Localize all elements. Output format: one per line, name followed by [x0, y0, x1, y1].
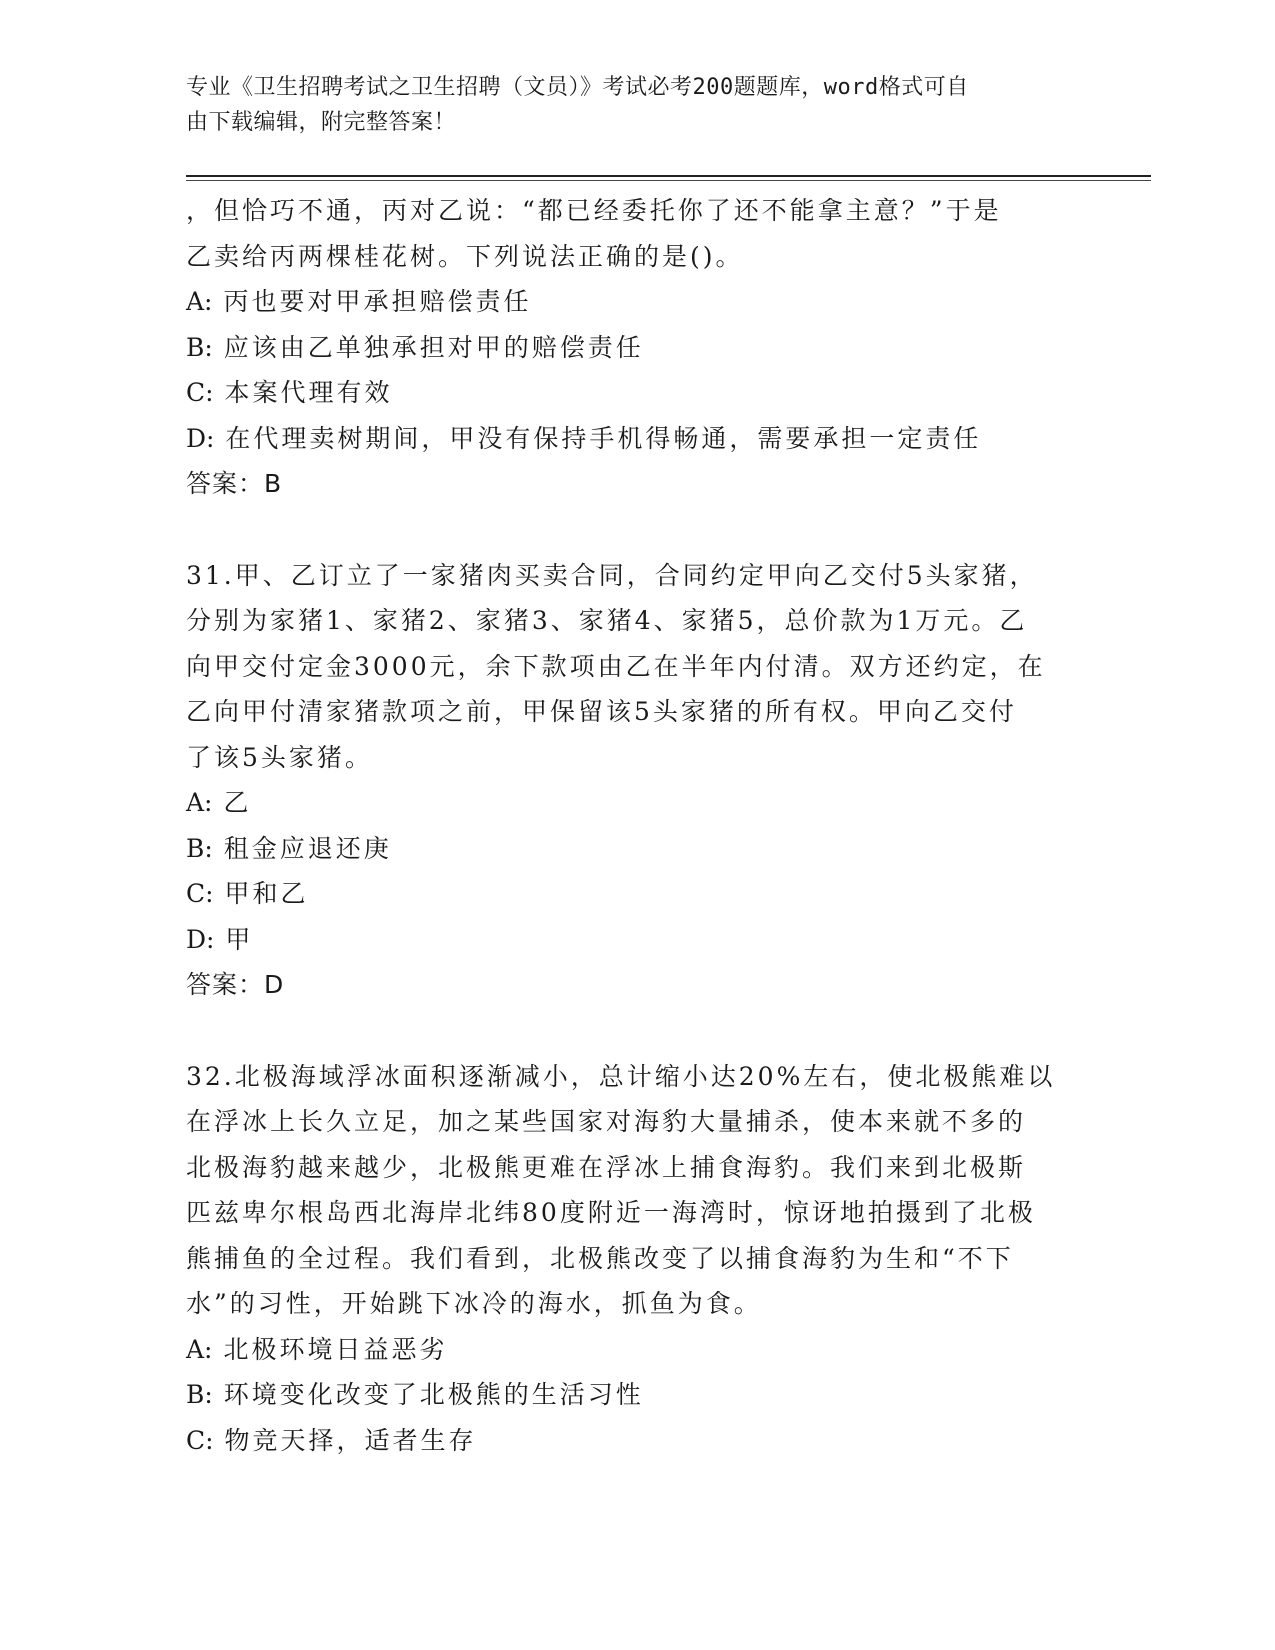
header-divider-thin [186, 180, 1151, 181]
answer-line: 答案：B [186, 469, 283, 498]
question-text-line: 乙卖给丙两棵桂花树。下列说法正确的是()。 [186, 241, 744, 271]
option-c [186, 871, 1086, 917]
option-text: 丙也要对甲承担赔偿责任 [223, 287, 532, 316]
option-letter: B: [186, 332, 213, 362]
question-block [186, 553, 1086, 1008]
question-text-line: 分别为家猪1、家猪2、家猪3、家猪4、家猪5，总价款为1万元。乙 [186, 606, 1028, 635]
option-text: 本案代理有效 [224, 378, 393, 407]
option-text: 环境变化改变了北极熊的生活习性 [223, 1380, 644, 1409]
option-d [186, 416, 1086, 462]
option-a [186, 1327, 1086, 1373]
question-text-line: 了该5头家猪。 [186, 742, 373, 772]
option-text: 租金应退还庚 [223, 833, 392, 863]
option-b [186, 325, 1086, 371]
question-text-line: 水”的习性，开始跳下冰冷的海水，抓鱼为食。 [186, 1289, 762, 1318]
question-text-line: 向甲交付定金3000元，余下款项由乙在半年内付清。双方还约定，在 [186, 651, 1046, 681]
option-text: 北极环境日益恶劣 [223, 1334, 448, 1364]
option-text: 乙 [223, 788, 252, 817]
option-text: 应该由乙单独承担对甲的赔偿责任 [223, 332, 644, 362]
option-letter: C: [186, 1425, 214, 1455]
option-c [186, 1418, 1086, 1464]
option-b [186, 1372, 1086, 1418]
option-letter: C: [186, 378, 214, 407]
option-letter: B: [186, 1380, 213, 1409]
option-letter: C: [186, 879, 214, 908]
answer-line: 答案：D [186, 970, 285, 999]
option-letter: D: [186, 924, 215, 954]
option-text: 甲和乙 [224, 879, 309, 908]
question-content [186, 188, 1086, 1463]
option-b [186, 826, 1086, 872]
header-line-1: 专业《卫生招聘考试之卫生招聘（文员）》考试必考200题题库，word格式可自 [186, 75, 969, 100]
option-c [186, 370, 1086, 416]
option-letter: A: [186, 287, 213, 316]
question-block [186, 188, 1086, 507]
option-text: 甲 [225, 924, 254, 954]
document-header [186, 70, 1066, 140]
option-letter: A: [186, 1334, 213, 1364]
option-d [186, 917, 1086, 963]
option-a [186, 279, 1086, 325]
option-letter: B: [186, 833, 213, 863]
question-block [186, 1054, 1086, 1464]
question-text-line: 31.甲、乙订立了一家猪肉买卖合同，合同约定甲向乙交付5头家猪， [186, 560, 1038, 590]
header-line-2: 由下载编辑，附完整答案！ [186, 110, 457, 135]
header-divider-thick [186, 175, 1151, 177]
option-text: 物竞天择，适者生存 [224, 1425, 477, 1455]
option-text: 在代理卖树期间，甲没有保持手机得畅通，需要承担一定责任 [225, 423, 982, 453]
question-text-line: ，但恰巧不通，丙对乙说：“都已经委托你了还不能拿主意？”于是 [186, 196, 1002, 225]
question-text-line: 匹兹卑尔根岛西北海岸北纬80度附近一海湾时，惊讶地拍摄到了北极 [186, 1198, 1036, 1227]
question-text-line: 北极海豹越来越少，北极熊更难在浮冰上捕食海豹。我们来到北极斯 [186, 1152, 1027, 1182]
question-text-line: 乙向甲付清家猪款项之前，甲保留该5头家猪的所有权。甲向乙交付 [186, 697, 1017, 726]
option-a [186, 780, 1086, 826]
question-text-line: 在浮冰上长久立足，加之某些国家对海豹大量捕杀，使本来就不多的 [186, 1107, 1027, 1136]
question-text-line: 熊捕鱼的全过程。我们看到，北极熊改变了以捕食海豹为生和“不下 [186, 1243, 1014, 1273]
option-letter: D: [186, 423, 215, 453]
option-letter: A: [186, 788, 213, 817]
question-text-line: 32.北极海域浮冰面积逐渐减小，总计缩小达20%左右，使北极熊难以 [186, 1061, 1056, 1091]
